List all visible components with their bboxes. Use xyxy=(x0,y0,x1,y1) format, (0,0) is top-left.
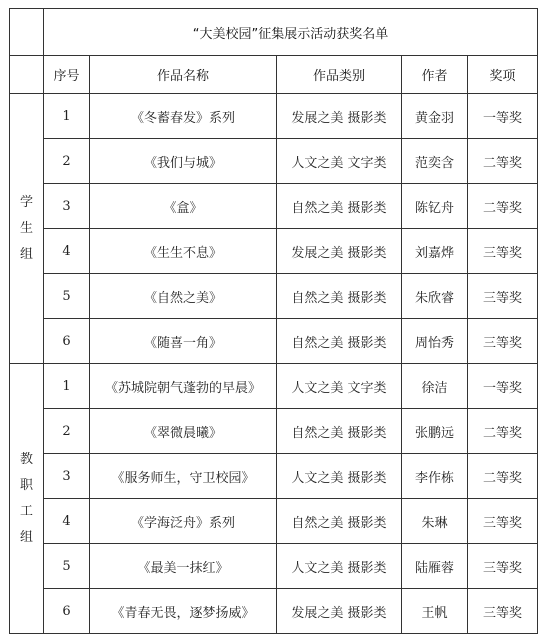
cell-award: 一等奖 xyxy=(468,94,538,139)
cell-index: 5 xyxy=(44,274,90,319)
cell-category: 自然之美 摄影类 xyxy=(277,274,402,319)
cell-author: 王帆 xyxy=(402,589,468,634)
cell-category: 自然之美 摄影类 xyxy=(277,409,402,454)
table-row xyxy=(10,544,538,589)
group-label-char: 教 xyxy=(19,451,33,467)
group-label xyxy=(10,364,44,634)
cell-category: 人文之美 摄影类 xyxy=(277,544,402,589)
cell-author: 李作栋 xyxy=(402,454,468,499)
cell-work: 《我们与城》 xyxy=(90,139,277,184)
cell-category: 发展之美 摄影类 xyxy=(277,589,402,634)
cell-index: 2 xyxy=(44,139,90,184)
group-label-char: 组 xyxy=(19,529,33,545)
table-row xyxy=(10,184,538,229)
header-corner-cell xyxy=(10,56,44,94)
cell-work: 《服务师生，守卫校园》 xyxy=(90,454,277,499)
cell-author: 朱欣睿 xyxy=(402,274,468,319)
cell-author: 张鹏远 xyxy=(402,409,468,454)
cell-work: 《青春无畏，逐梦扬威》 xyxy=(90,589,277,634)
cell-award: 三等奖 xyxy=(468,499,538,544)
cell-work: 《苏城院朝气蓬勃的早晨》 xyxy=(90,364,277,409)
cell-award: 二等奖 xyxy=(468,454,538,499)
table-row xyxy=(10,229,538,274)
cell-author: 徐洁 xyxy=(402,364,468,409)
cell-index: 4 xyxy=(44,499,90,544)
cell-category: 发展之美 摄影类 xyxy=(277,229,402,274)
cell-index: 3 xyxy=(44,184,90,229)
header-author: 作者 xyxy=(402,56,468,94)
cell-work: 《盒》 xyxy=(90,184,277,229)
cell-author: 周怡秀 xyxy=(402,319,468,364)
cell-work: 《自然之美》 xyxy=(90,274,277,319)
cell-author: 朱琳 xyxy=(402,499,468,544)
cell-category: 自然之美 摄影类 xyxy=(277,499,402,544)
header-work: 作品名称 xyxy=(90,56,277,94)
cell-award: 三等奖 xyxy=(468,319,538,364)
cell-author: 陆雁蓉 xyxy=(402,544,468,589)
cell-category: 自然之美 摄影类 xyxy=(277,184,402,229)
table-row xyxy=(10,364,538,409)
cell-award: 三等奖 xyxy=(468,544,538,589)
cell-category: 人文之美 文字类 xyxy=(277,364,402,409)
cell-category: 自然之美 摄影类 xyxy=(277,319,402,364)
table-row xyxy=(10,139,538,184)
cell-award: 一等奖 xyxy=(468,364,538,409)
group-label-char: 职 xyxy=(19,477,33,493)
header-row xyxy=(10,56,538,94)
table-row xyxy=(10,409,538,454)
header-category: 作品类别 xyxy=(277,56,402,94)
table-row xyxy=(10,274,538,319)
cell-author: 范奕含 xyxy=(402,139,468,184)
cell-award: 二等奖 xyxy=(468,409,538,454)
cell-work: 《最美一抹红》 xyxy=(90,544,277,589)
title-row xyxy=(10,9,538,56)
awards-table xyxy=(9,8,538,634)
group-label-char: 组 xyxy=(19,246,33,262)
table-row xyxy=(10,454,538,499)
group-label-char: 工 xyxy=(19,503,33,519)
cell-index: 5 xyxy=(44,544,90,589)
cell-index: 6 xyxy=(44,319,90,364)
group-label-char: 生 xyxy=(19,220,33,236)
cell-work: 《翠微晨曦》 xyxy=(90,409,277,454)
table-row xyxy=(10,499,538,544)
cell-award: 二等奖 xyxy=(468,184,538,229)
group-label xyxy=(10,94,44,364)
table-row xyxy=(10,94,538,139)
cell-award: 三等奖 xyxy=(468,589,538,634)
title-corner-cell xyxy=(10,9,44,56)
table-title: “大美校园”征集展示活动获奖名单 xyxy=(44,9,538,56)
cell-award: 三等奖 xyxy=(468,229,538,274)
table-row xyxy=(10,319,538,364)
cell-award: 三等奖 xyxy=(468,274,538,319)
cell-category: 发展之美 摄影类 xyxy=(277,94,402,139)
cell-index: 6 xyxy=(44,589,90,634)
cell-index: 1 xyxy=(44,94,90,139)
cell-work: 《随喜一角》 xyxy=(90,319,277,364)
cell-work: 《学海泛舟》系列 xyxy=(90,499,277,544)
cell-work: 《生生不息》 xyxy=(90,229,277,274)
cell-category: 人文之美 文字类 xyxy=(277,139,402,184)
cell-index: 4 xyxy=(44,229,90,274)
cell-index: 1 xyxy=(44,364,90,409)
header-award: 奖项 xyxy=(468,56,538,94)
cell-category: 人文之美 摄影类 xyxy=(277,454,402,499)
group-label-char: 学 xyxy=(19,194,33,210)
cell-author: 黄金羽 xyxy=(402,94,468,139)
cell-author: 刘嘉烨 xyxy=(402,229,468,274)
cell-index: 3 xyxy=(44,454,90,499)
table-body xyxy=(10,94,538,634)
cell-award: 二等奖 xyxy=(468,139,538,184)
cell-work: 《冬蓄春发》系列 xyxy=(90,94,277,139)
header-index: 序号 xyxy=(44,56,90,94)
cell-author: 陈钇舟 xyxy=(402,184,468,229)
table-row xyxy=(10,589,538,634)
cell-index: 2 xyxy=(44,409,90,454)
